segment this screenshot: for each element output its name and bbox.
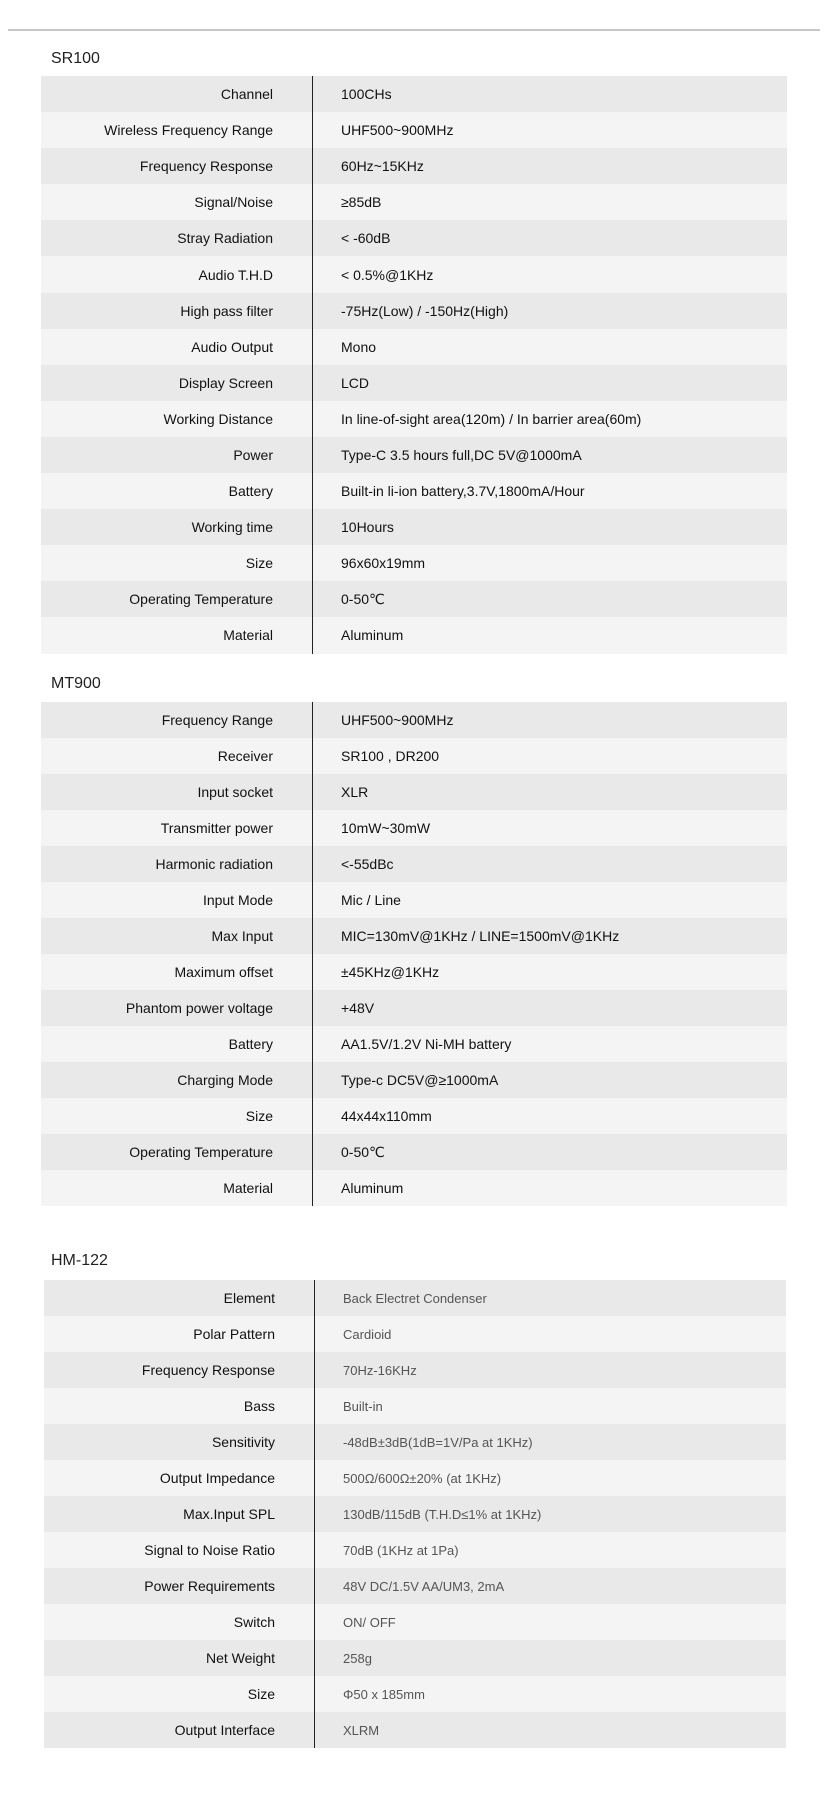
- spec-label: Signal to Noise Ratio: [144, 1542, 275, 1558]
- table-row: [41, 293, 787, 329]
- section-title-sr100: SR100: [51, 50, 100, 67]
- table-row: [44, 1460, 786, 1496]
- spec-label: Frequency Range: [161, 712, 273, 728]
- spec-label: Output Impedance: [159, 1470, 275, 1486]
- spec-value: Back Electret Condenser: [343, 1290, 487, 1306]
- spec-value: XLR: [341, 784, 369, 800]
- spec-value: 96x60x19mm: [341, 555, 426, 572]
- spec-value: Aluminum: [341, 1180, 404, 1196]
- spec-value: -75Hz(Low) / -150Hz(High): [341, 302, 509, 319]
- spec-label: High pass filter: [180, 302, 273, 319]
- table-row: [41, 846, 787, 882]
- spec-value: In line-of-sight area(120m) / In barrier area(60m): [341, 410, 642, 427]
- table-row: [41, 1026, 787, 1062]
- spec-value: UHF500~900MHz: [341, 712, 454, 728]
- table-row: [41, 774, 787, 810]
- spec-label: Stray Radiation: [177, 230, 273, 247]
- table-row: [44, 1280, 786, 1316]
- table-row: [44, 1352, 786, 1388]
- spec-label: Size: [245, 1108, 273, 1124]
- spec-label: Switch: [233, 1614, 275, 1630]
- spec-value: 70Hz-16KHz: [343, 1362, 417, 1378]
- spec-label: Input socket: [197, 784, 273, 800]
- spec-value: 48V DC/1.5V AA/UM3, 2mA: [343, 1578, 505, 1594]
- table-row: [41, 918, 787, 954]
- table-row: [44, 1604, 786, 1640]
- spec-label: Sensitivity: [211, 1434, 275, 1450]
- spec-label: Working Distance: [163, 410, 273, 427]
- spec-value: XLRM: [343, 1722, 380, 1738]
- table-row: [41, 1098, 787, 1134]
- spec-label: Operating Temperature: [129, 1144, 273, 1160]
- column-divider: [312, 702, 313, 1206]
- spec-value: ON/ OFF: [343, 1614, 396, 1630]
- table-row: [41, 1134, 787, 1170]
- spec-value: UHF500~900MHz: [341, 122, 454, 139]
- spec-value: Aluminum: [341, 627, 404, 644]
- spec-label: Harmonic radiation: [155, 856, 273, 872]
- table-row: [41, 256, 787, 292]
- table-row: [41, 76, 787, 112]
- spec-label: Operating Temperature: [129, 591, 273, 608]
- section-title-mt900: MT900: [51, 675, 101, 692]
- spec-value: 10Hours: [341, 519, 394, 536]
- table-row: [44, 1568, 786, 1604]
- spec-label: Audio Output: [191, 338, 273, 355]
- table-row: [44, 1640, 786, 1676]
- spec-value: Mic / Line: [341, 892, 401, 908]
- table-row: [44, 1676, 786, 1712]
- table-row: [41, 1170, 787, 1206]
- table-row: [41, 954, 787, 990]
- spec-label: Bass: [243, 1398, 275, 1414]
- spec-value: MIC=130mV@1KHz / LINE=1500mV@1KHz: [341, 928, 620, 944]
- spec-label: Frequency Response: [139, 158, 273, 175]
- spec-label: Signal/Noise: [194, 194, 273, 211]
- spec-label: Max.Input SPL: [183, 1506, 275, 1522]
- spec-label: Working time: [191, 519, 273, 536]
- spec-value: +48V: [341, 1000, 375, 1016]
- table-row: [41, 220, 787, 256]
- spec-label: Maximum offset: [174, 964, 273, 980]
- spec-value: Built-in: [343, 1398, 383, 1414]
- table-row: [44, 1424, 786, 1460]
- spec-value: 130dB/115dB (T.H.D≤1% at 1KHz): [343, 1506, 542, 1522]
- table-row: [41, 810, 787, 846]
- spec-label: Net Weight: [206, 1650, 275, 1666]
- table-row: [41, 882, 787, 918]
- table-row: [41, 509, 787, 545]
- spec-value: Built-in li-ion battery,3.7V,1800mA/Hour: [341, 483, 585, 500]
- spec-label: Receiver: [217, 748, 273, 764]
- spec-value: 0-50℃: [341, 590, 385, 607]
- table-row: [41, 617, 787, 653]
- spec-table-hm-122: [44, 1280, 786, 1748]
- spec-value: 10mW~30mW: [341, 820, 431, 836]
- spec-value: -48dB±3dB(1dB=1V/Pa at 1KHz): [343, 1434, 533, 1450]
- spec-label: Size: [247, 1686, 275, 1702]
- spec-value: 60Hz~15KHz: [341, 158, 424, 175]
- column-divider: [314, 1280, 315, 1748]
- spec-label: Frequency Response: [141, 1362, 275, 1378]
- table-row: [44, 1496, 786, 1532]
- table-row: [41, 401, 787, 437]
- spec-label: Charging Mode: [177, 1072, 273, 1088]
- spec-value: ≥85dB: [341, 194, 382, 211]
- spec-value: Φ50 x 185mm: [343, 1686, 425, 1702]
- spec-label: Display Screen: [178, 374, 273, 391]
- spec-label: Polar Pattern: [193, 1326, 275, 1342]
- spec-value: <-55dBc: [341, 856, 394, 872]
- spec-label: Material: [223, 627, 273, 644]
- spec-value: 70dB (1KHz at 1Pa): [343, 1542, 459, 1558]
- spec-value: 258g: [343, 1650, 372, 1666]
- table-row: [41, 545, 787, 581]
- spec-label: Phantom power voltage: [125, 1000, 273, 1016]
- spec-label: Output Interface: [174, 1722, 275, 1738]
- table-row: [41, 148, 787, 184]
- table-row: [44, 1388, 786, 1424]
- spec-value: 100CHs: [341, 86, 392, 103]
- table-row: [41, 437, 787, 473]
- spec-value: AA1.5V/1.2V Ni-MH battery: [341, 1036, 512, 1052]
- spec-label: Power Requirements: [144, 1578, 275, 1594]
- spec-value: < -60dB: [341, 230, 391, 247]
- spec-label: Power: [233, 446, 273, 463]
- spec-label: Battery: [228, 1036, 273, 1052]
- spec-value: 0-50℃: [341, 1143, 385, 1160]
- spec-label: Transmitter power: [160, 820, 273, 836]
- table-row: [41, 365, 787, 401]
- table-row: [44, 1712, 786, 1748]
- table-row: [41, 112, 787, 148]
- spec-label: Material: [223, 1180, 273, 1196]
- spec-value: Mono: [341, 338, 377, 355]
- spec-label: Max Input: [211, 928, 273, 944]
- spec-value: Cardioid: [343, 1326, 392, 1342]
- spec-label: Audio T.H.D: [198, 266, 273, 283]
- table-row: [41, 581, 787, 617]
- table-row: [41, 329, 787, 365]
- table-row: [41, 1062, 787, 1098]
- spec-value: Type-C 3.5 hours full,DC 5V@1000mA: [341, 446, 582, 463]
- table-row: [41, 990, 787, 1026]
- spec-label: Element: [223, 1290, 275, 1306]
- spec-label: Input Mode: [202, 892, 273, 908]
- spec-value: SR100 , DR200: [341, 748, 440, 764]
- table-row: [41, 473, 787, 509]
- table-row: [44, 1316, 786, 1352]
- spec-value: < 0.5%@1KHz: [341, 266, 434, 283]
- spec-label: Wireless Frequency Range: [104, 122, 273, 139]
- spec-value: 44x44x110mm: [341, 1108, 432, 1124]
- table-row: [44, 1532, 786, 1568]
- spec-label: Battery: [228, 483, 273, 500]
- section-title-hm-122: HM-122: [51, 1252, 108, 1269]
- spec-label: Size: [245, 555, 273, 572]
- column-divider: [312, 76, 313, 654]
- top-divider: [8, 29, 820, 31]
- spec-value: Type-c DC5V@≥1000mA: [341, 1072, 499, 1088]
- spec-value: LCD: [341, 374, 370, 391]
- spec-label: Channel: [220, 86, 273, 103]
- table-row: [41, 184, 787, 220]
- spec-table-mt900: [41, 702, 787, 1206]
- table-row: [41, 702, 787, 738]
- spec-table-sr100: [41, 76, 787, 654]
- spec-value: 500Ω/600Ω±20% (at 1KHz): [343, 1470, 502, 1486]
- spec-value: ±45KHz@1KHz: [341, 964, 440, 980]
- table-row: [41, 738, 787, 774]
